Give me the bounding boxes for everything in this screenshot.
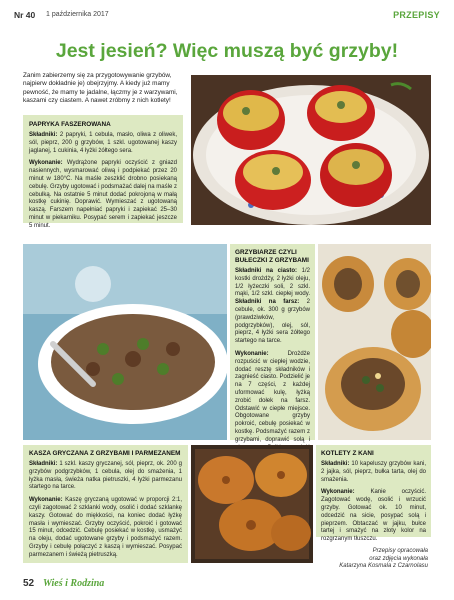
filling-text: 2 cebule, ok. 300 g grzybów (prawdziwków, podgrzybków), olej, sól, pieprz, 4 łyżki sera żółtego startego na tarce.: [235, 299, 310, 345]
recipe-method: [321, 489, 426, 544]
ingredients-label: Składniki:: [29, 132, 58, 138]
section-label: PRZEPISY: [393, 10, 440, 20]
ingredients-text: 10 kapeluszy grzybów kani, 2 jajka, sól, pieprz, bułka tarta, olej do smażenia.: [321, 461, 426, 483]
mushroom-buns-photo: [318, 244, 431, 440]
ingredients-text: 2 papryki, 1 cebula, masło, oliwa z oliwek, sól, pieprz, 200 g grzybów, 1 szkl. ugotowanej kaszy jaglanej, 1 cukinia, 4 łyżki żółtego sera.: [29, 132, 177, 154]
page-header: [14, 10, 440, 24]
method-label: Wykonanie:: [235, 350, 269, 357]
credits-line: Przepisy opracowała: [372, 548, 428, 554]
stuffed-peppers-photo: [191, 75, 431, 225]
page-number: 52: [23, 578, 35, 589]
recipe-title: PAPRYKA FASZEROWANA: [29, 121, 111, 128]
filling-label: Składniki na farsz:: [235, 299, 300, 306]
method-text: Kanie oczyścić. Zagotować wodę, osolić i wrzucić grzyby. Gotować ok. 10 minut, odcedzić na sicie, posypać solą i pieprzem. Obtaczać w jajku, bułce tartej i smażyć na złoty kolor na rozgrzanym tłuszczu.: [321, 489, 426, 543]
recipe-ingredients: [321, 461, 426, 484]
dough-text: 1/2 kostki drożdży, 2 łyżki oleju, 1/2 łyżeczki soli, 2 szkl. mąki, 1/2 szkl. ciepłej wody.: [235, 268, 310, 298]
magazine-brand: Wieś i Rodzina: [43, 578, 105, 589]
method-label: Wykonanie:: [29, 497, 63, 504]
recipe-cutlets: [316, 445, 431, 543]
issue-date: 1 października 2017: [46, 11, 109, 18]
method-label: Wykonanie:: [321, 489, 355, 496]
recipe-ingredients: [29, 132, 177, 155]
recipe-dough: [235, 268, 310, 346]
recipe-method: [29, 160, 177, 230]
issue-number: Nr 40: [14, 10, 36, 20]
ingredients-label: Składniki:: [29, 461, 58, 467]
method-text: Wydrążone papryki oczyścić z gniazd nasiennych, wysmarować oliwą i podpiekać przez 20 minut w 180°C. Na maśle zeszklić drobno posiekaną cebulę. Grzyby ugotować i podsmażać dalej na maśle z cebulką. Na ostatnie 5 minut dodać pokrojoną w małą kostkę cukinię. Doprawić. Wymieszać z ugotowaną kaszą. Farszem napełniać papryki i zapiekać 25–30 minut w piekarniku. Posypać serem i zapiekać jeszcze 5 minut.: [29, 160, 178, 229]
ingredients-label: Składniki:: [321, 461, 350, 467]
recipe-credits: [318, 548, 428, 571]
recipe-title: KASZA GRYCZANA Z GRZYBAMI I PARMEZANEM: [29, 450, 181, 457]
ingredients-text: 1 szkl. kaszy gryczanej, sól, pieprz, ok. 200 g grzybów podgrzybków, 1 cebula, olej do smażenia, 1 łyżka masła, świeża natka pietruszki, 4 łyżki parmezanu startego na tarce.: [29, 461, 182, 491]
recipe-ingredients: [29, 461, 182, 492]
buckwheat-photo: [23, 244, 227, 440]
dough-label: Składniki na ciasto:: [235, 268, 297, 274]
method-text: Kaszę gryczaną ugotować w proporcji 2:1, czyli zagotować 2 szklanki wody, osolić i dodać szklankę kaszy. Gotować do miękkości, na koniec dodać łyżkę masła i wymieszać. Grzyby oczyścić, pokroić i gotować 15 minut, odcedzić. Cebulę posiekać w kostkę, usmażyć na oleju, dodać ugotowane grzyby i podsmażyć razem. Grzyby i cebulę połączyć z kaszą i wymieszać. Posypać parmezanem i świeżą pietruszką.: [29, 497, 182, 558]
cutlets-photo: [191, 445, 313, 563]
credits-line: oraz zdjęcia wykonała: [369, 555, 428, 562]
recipe-stuffed-peppers: [23, 115, 183, 229]
recipe-title: GRZYBIARZE CZYLI BUŁECZKI Z GRZYBAMI: [235, 249, 309, 264]
method-label: Wykonanie:: [29, 160, 63, 167]
recipe-method: [29, 497, 182, 559]
method-text: Drożdże rozpuścić w ciepłej wodzie, dodać resztę składników i zagnieść ciasto. Podzielić je na 7 części, z każdej uformować kulę, łyżką zrobić dołek na farsz. Odstawić w ciepłe miejsce. Obgotowane grzyby pokroić, cebulę posiekać w kostkę. Podsmażyć razem z grzybami, doprawić solą i: [235, 350, 310, 443]
page-title: Jest jesień? Więc muszą być grzyby!: [55, 40, 399, 62]
recipe-title: KOTLETY Z KANI: [321, 450, 374, 457]
intro-text: Zanim zabierzemy się za przygotowywanie grzybów, najpierw dokładnie je) obejrzyjmy. A kiedy już mamy pewność, że mamy te jadalne, łączmy je z warzywami, kaszami czy ciastem. A nawet zróbmy z nich kotlety!: [23, 72, 178, 105]
recipe-mushroom-buns: [230, 244, 315, 443]
recipe-buckwheat: [23, 445, 188, 563]
credits-line: Katarzyna Kosmala z Czarnolasu: [339, 563, 428, 570]
